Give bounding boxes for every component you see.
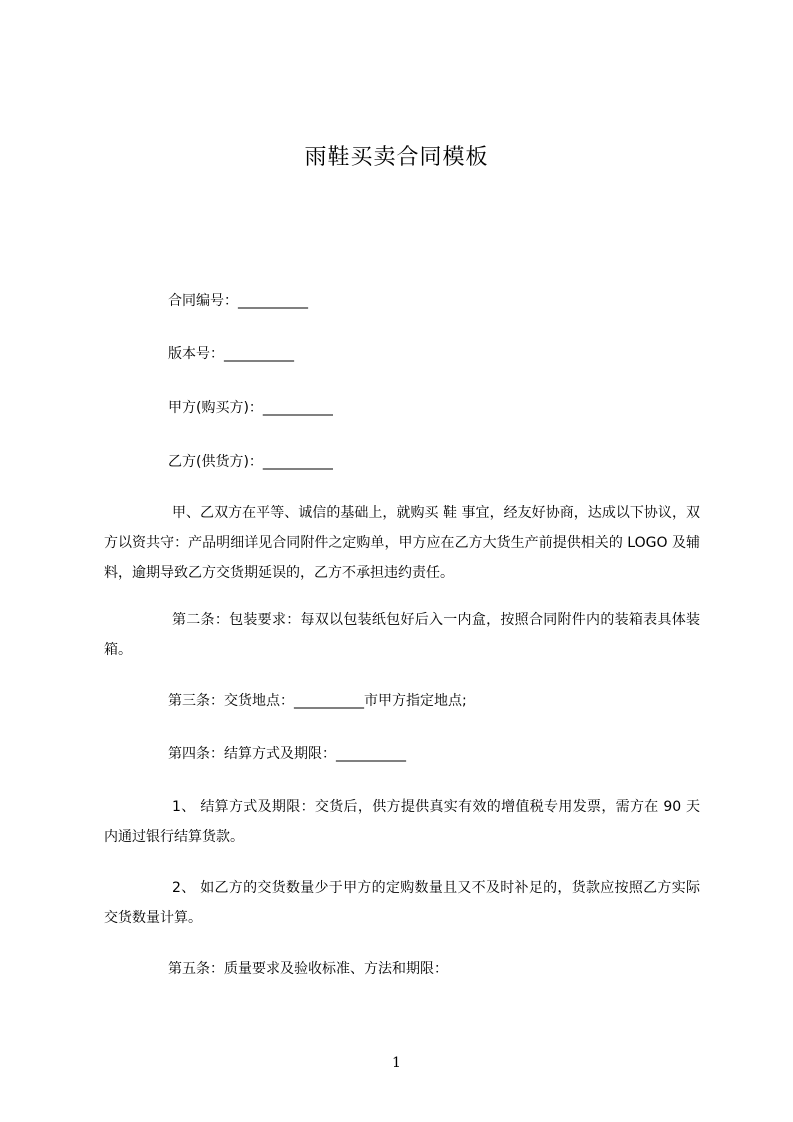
article-5-line: 第五条：质量要求及验收标准、方法和期限： [168,961,448,977]
page-number: 1 [392,1055,401,1071]
item-1-paragraph: 1、 结算方式及期限：交货后，供方提供真实有效的增值税专用发票，需方在 90 天内通过银行结算货款。 [104,799,700,845]
party-b-field: 乙方(供货方)：__________ [168,454,333,470]
document-title: 雨鞋买卖合同模板 [304,145,489,170]
intro-paragraph: 甲、乙双方在平等、诚信的基础上，就购买 鞋 事宜，经友好协商，达成以下协议，双方以资共守：产品明细详见合同附件之定购单，甲方应在乙方大货生产前提供相关的 LOGO 及辅料，逾期导致乙方交货期延误的，乙方不承担违约责任。 [104,505,700,581]
contract-number-field: 合同编号：__________ [168,293,308,309]
article-4-line: 第四条：结算方式及期限：__________ [168,746,406,762]
party-a-field: 甲方(购买方)：__________ [168,400,333,416]
item-2-paragraph: 2、 如乙方的交货数量少于甲方的定购数量且又不及时补足的，货款应按照乙方实际交货数量计算。 [104,880,700,926]
version-number-field: 版本号：__________ [168,346,294,362]
article-3-line: 第三条：交货地点：__________市甲方指定地点; [168,693,467,709]
article-2-paragraph: 第二条：包装要求：每双以包装纸包好后入一内盒，按照合同附件内的装箱表具体装箱。 [104,612,700,658]
